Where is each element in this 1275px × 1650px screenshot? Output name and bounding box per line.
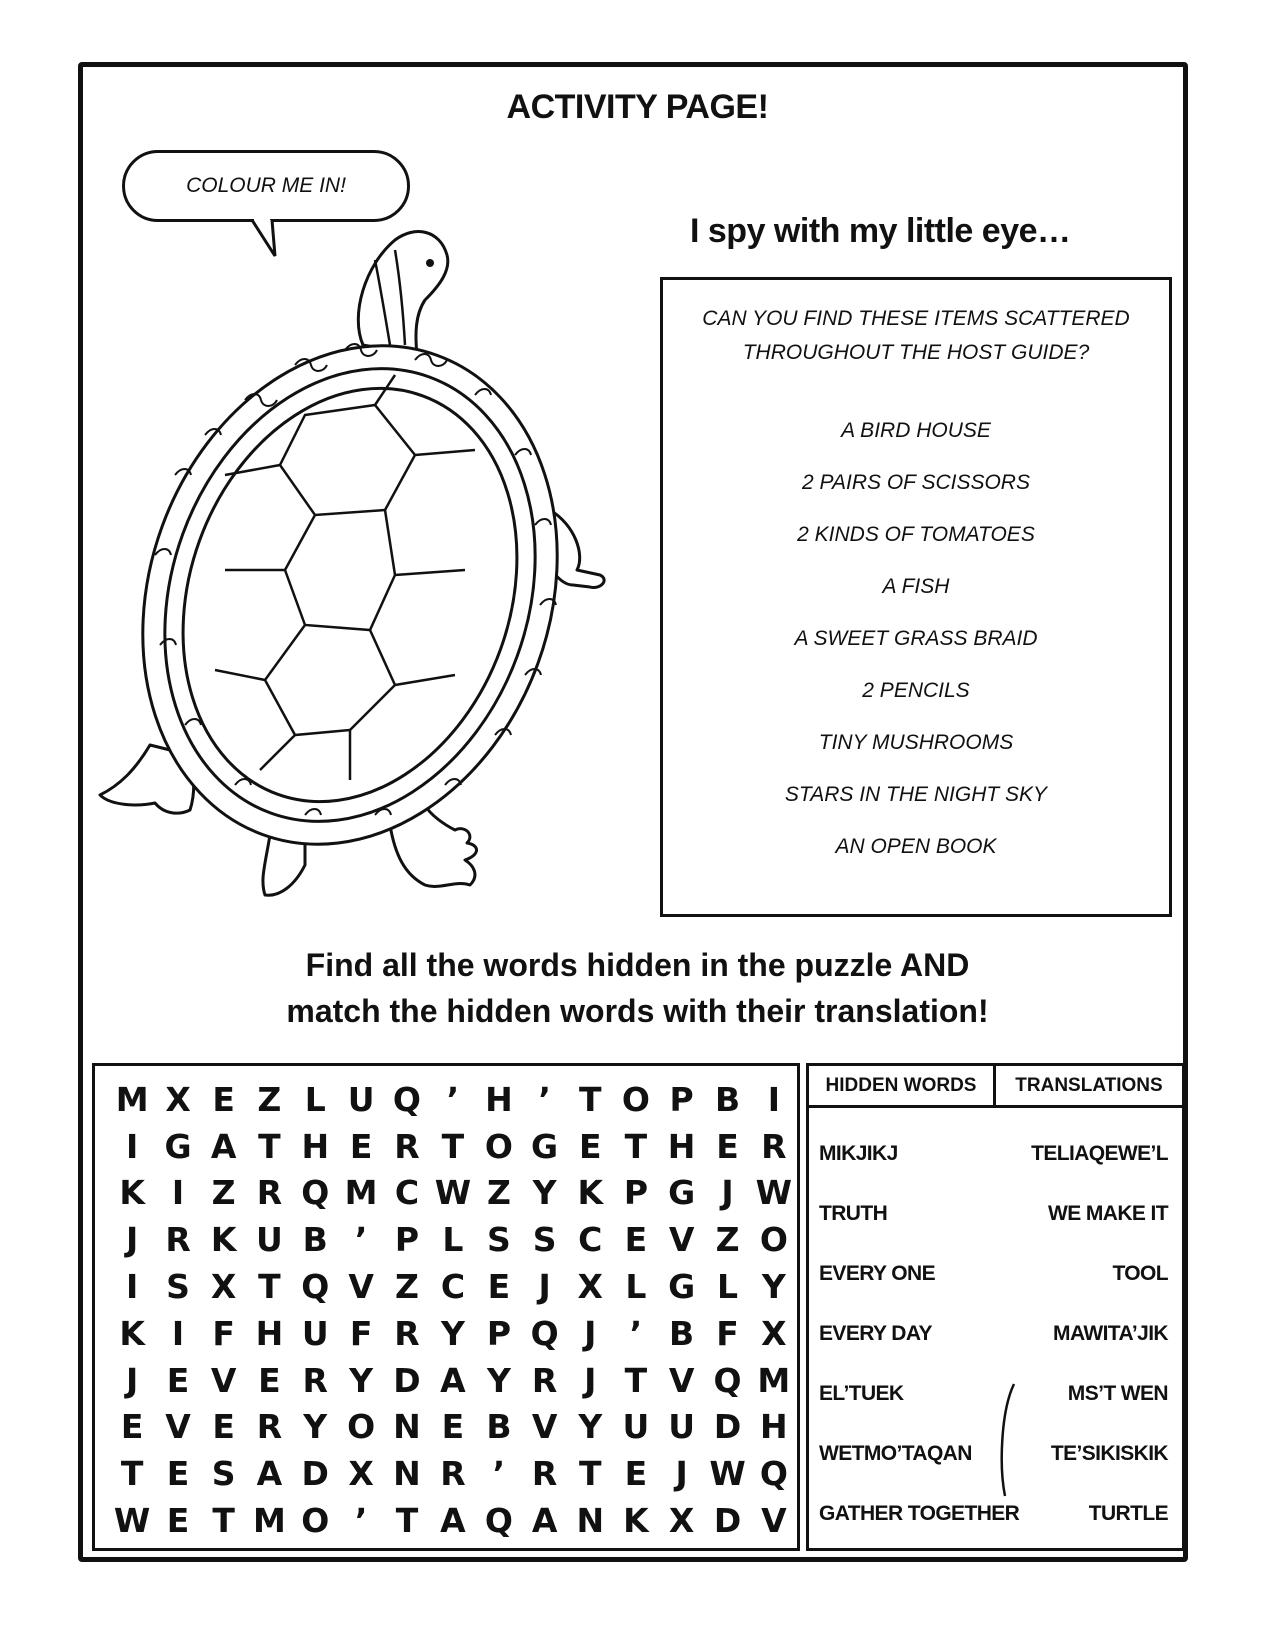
grid-letter[interactable]: D xyxy=(713,1407,742,1447)
grid-letter[interactable]: Q xyxy=(301,1173,330,1213)
grid-letter[interactable]: I xyxy=(125,1126,139,1166)
grid-row xyxy=(109,1263,797,1310)
grid-letter[interactable]: A xyxy=(256,1454,283,1494)
grid-letter[interactable]: X xyxy=(761,1313,787,1353)
word-match-row xyxy=(819,1304,1168,1364)
grid-letter[interactable]: U xyxy=(622,1407,650,1447)
word-search-box xyxy=(92,1063,800,1551)
grid-letter[interactable]: D xyxy=(301,1454,329,1494)
grid-letter[interactable]: O xyxy=(301,1501,330,1541)
grid-letter[interactable]: N xyxy=(576,1501,605,1541)
ispy-list xyxy=(663,405,1169,873)
grid-letter[interactable]: H xyxy=(760,1407,788,1447)
grid-letter[interactable]: Y xyxy=(486,1360,511,1400)
grid-letter[interactable]: E xyxy=(166,1360,190,1400)
grid-letter[interactable]: U xyxy=(668,1407,695,1447)
puzzle-instructions xyxy=(0,942,1275,1034)
grid-letter[interactable]: Q xyxy=(713,1360,742,1400)
grid-letter[interactable]: T xyxy=(120,1454,144,1494)
grid-letter[interactable]: E xyxy=(212,1079,235,1119)
grid-row xyxy=(109,1357,797,1404)
grid-letter[interactable]: A xyxy=(440,1501,466,1541)
hidden-word[interactable]: TRUTH xyxy=(819,1202,888,1225)
grid-letter[interactable]: R xyxy=(531,1454,558,1494)
grid-letter[interactable]: B xyxy=(302,1220,328,1260)
grid-letter[interactable]: Z xyxy=(257,1079,282,1119)
grid-letter[interactable]: V xyxy=(531,1407,558,1447)
speech-bubble-text: COLOUR ME IN! xyxy=(186,174,346,197)
grid-letter[interactable]: T xyxy=(212,1501,235,1541)
instruction-line: Find all the words hidden in the puzzle AND xyxy=(305,947,970,983)
word-match-rows xyxy=(819,1124,1168,1544)
grid-letter[interactable]: Y xyxy=(761,1267,786,1307)
grid-row xyxy=(109,1076,797,1123)
grid-letter[interactable]: ’ xyxy=(446,1079,460,1119)
ispy-item: 2 KINDS OF TOMATOES xyxy=(797,523,1035,546)
ispy-box xyxy=(660,277,1172,917)
grid-letter[interactable]: A xyxy=(531,1501,558,1541)
grid-letter[interactable]: K xyxy=(623,1501,649,1541)
grid-letter[interactable]: T xyxy=(258,1126,281,1166)
grid-letter[interactable]: T xyxy=(624,1360,648,1400)
grid-letter[interactable]: A xyxy=(440,1360,466,1400)
word-match-row xyxy=(819,1484,1168,1544)
grid-row xyxy=(109,1497,797,1544)
grid-letter[interactable]: B xyxy=(486,1407,512,1447)
grid-letter[interactable]: R xyxy=(302,1360,328,1400)
grid-letter[interactable]: H xyxy=(255,1313,284,1353)
instruction-line: match the hidden words with their translation! xyxy=(286,993,989,1029)
grid-letter[interactable]: G xyxy=(668,1173,696,1213)
grid-letter[interactable]: R xyxy=(440,1454,466,1494)
grid-letter[interactable]: T xyxy=(624,1126,648,1166)
translation-word[interactable]: WE MAKE IT xyxy=(1048,1202,1168,1225)
word-match-row xyxy=(819,1424,1168,1484)
grid-letter[interactable]: E xyxy=(624,1454,648,1494)
ispy-heading: I spy with my little eye… xyxy=(690,212,1071,250)
grid-letter[interactable]: T xyxy=(258,1267,281,1307)
word-search-grid xyxy=(109,1076,797,1544)
word-match-row xyxy=(819,1244,1168,1304)
grid-letter[interactable]: ’ xyxy=(629,1313,643,1353)
grid-letter[interactable]: N xyxy=(393,1407,421,1447)
grid-letter[interactable]: I xyxy=(171,1313,185,1353)
grid-letter[interactable]: T xyxy=(579,1079,602,1119)
grid-letter[interactable]: X xyxy=(165,1079,191,1119)
ispy-item: A FISH xyxy=(882,575,950,598)
grid-letter[interactable]: ’ xyxy=(354,1501,368,1541)
grid-letter[interactable]: ’ xyxy=(492,1454,506,1494)
grid-letter[interactable]: L xyxy=(442,1220,464,1260)
header-translations: TRANSLATIONS xyxy=(1015,1074,1163,1096)
grid-letter[interactable]: X xyxy=(210,1267,237,1307)
grid-letter[interactable]: J xyxy=(584,1313,597,1353)
grid-letter[interactable]: O xyxy=(621,1079,650,1119)
grid-letter[interactable]: Q xyxy=(484,1501,513,1541)
grid-letter[interactable]: L xyxy=(304,1079,326,1119)
translation-word[interactable]: TOOL xyxy=(1112,1262,1168,1285)
grid-letter[interactable]: N xyxy=(393,1454,421,1494)
ispy-question-line: THROUGHOUT THE HOST GUIDE? xyxy=(742,341,1090,364)
grid-letter[interactable]: L xyxy=(717,1267,739,1307)
hidden-word[interactable]: EVERY DAY xyxy=(819,1322,932,1345)
grid-letter[interactable]: G xyxy=(531,1126,559,1166)
grid-letter[interactable]: P xyxy=(623,1173,649,1213)
grid-letter[interactable]: E xyxy=(120,1407,144,1447)
grid-letter[interactable]: O xyxy=(347,1407,376,1447)
grid-letter[interactable]: ’ xyxy=(538,1079,551,1119)
grid-letter[interactable]: Q xyxy=(301,1267,330,1307)
grid-letter[interactable]: S xyxy=(166,1267,190,1307)
translation-word[interactable]: TURTLE xyxy=(1088,1502,1168,1525)
grid-letter[interactable]: R xyxy=(394,1313,420,1353)
grid-row xyxy=(109,1216,797,1263)
hidden-word[interactable]: MIKJIKJ xyxy=(819,1142,898,1165)
grid-letter[interactable]: K xyxy=(119,1173,145,1213)
grid-letter[interactable]: Y xyxy=(440,1313,465,1353)
hidden-word[interactable]: EVERY ONE xyxy=(819,1262,935,1285)
grid-letter[interactable]: J xyxy=(538,1267,551,1307)
grid-letter[interactable]: F xyxy=(349,1313,373,1353)
hidden-word[interactable]: WETMO’TAQAN xyxy=(819,1442,972,1465)
grid-letter[interactable]: S xyxy=(532,1220,557,1260)
word-match-row xyxy=(819,1184,1168,1244)
ispy-item: A BIRD HOUSE xyxy=(841,419,991,442)
grid-letter[interactable]: R xyxy=(165,1220,191,1260)
grid-letter[interactable]: J xyxy=(125,1360,139,1400)
grid-letter[interactable]: E xyxy=(578,1126,602,1166)
grid-letter[interactable]: J xyxy=(584,1360,597,1400)
ispy-item: 2 PAIRS OF SCISSORS xyxy=(802,471,1030,494)
grid-letter[interactable]: E xyxy=(349,1126,373,1166)
page-title: ACTIVITY PAGE! xyxy=(506,88,769,126)
speech-bubble xyxy=(122,150,410,222)
grid-letter[interactable]: D xyxy=(393,1360,421,1400)
grid-letter[interactable]: G xyxy=(668,1267,696,1307)
grid-letter[interactable]: E xyxy=(624,1220,648,1260)
word-match-table xyxy=(806,1063,1185,1551)
grid-letter[interactable]: E xyxy=(212,1407,235,1447)
grid-letter[interactable]: M xyxy=(252,1501,286,1541)
grid-letter[interactable]: V xyxy=(348,1267,374,1307)
grid-letter[interactable]: Z xyxy=(211,1173,236,1213)
word-match-row xyxy=(819,1124,1168,1184)
grid-letter[interactable]: ’ xyxy=(354,1220,368,1260)
grid-letter[interactable]: P xyxy=(669,1079,694,1119)
grid-letter[interactable]: Z xyxy=(715,1220,740,1260)
grid-letter[interactable]: V xyxy=(761,1501,787,1541)
grid-letter[interactable]: M xyxy=(344,1173,378,1213)
translation-word[interactable]: TE’SIKISKIK xyxy=(1050,1442,1168,1465)
grid-letter[interactable]: R xyxy=(761,1126,787,1166)
grid-letter[interactable]: Y xyxy=(578,1407,603,1447)
grid-letter[interactable]: T xyxy=(395,1501,419,1541)
grid-letter[interactable]: P xyxy=(486,1313,511,1353)
grid-letter[interactable]: Y xyxy=(532,1173,557,1213)
grid-letter[interactable]: K xyxy=(577,1173,604,1213)
grid-letter[interactable]: H xyxy=(667,1126,696,1166)
grid-letter[interactable]: M xyxy=(757,1360,791,1400)
grid-letter[interactable]: U xyxy=(347,1079,375,1119)
grid-letter[interactable]: X xyxy=(348,1454,374,1494)
grid-letter[interactable]: H xyxy=(485,1079,513,1119)
grid-letter[interactable]: W xyxy=(709,1454,746,1494)
grid-letter[interactable]: L xyxy=(625,1267,647,1307)
grid-row xyxy=(109,1450,797,1497)
grid-letter[interactable]: C xyxy=(440,1267,466,1307)
translation-word[interactable]: MS’T WEN xyxy=(1067,1382,1168,1405)
grid-letter[interactable]: F xyxy=(212,1313,235,1353)
grid-letter[interactable]: P xyxy=(394,1220,420,1260)
grid-letter[interactable]: E xyxy=(716,1126,739,1166)
grid-letter[interactable]: W xyxy=(113,1501,151,1541)
ispy-item: AN OPEN BOOK xyxy=(835,835,997,858)
translation-word[interactable]: TELIAQEWE’L xyxy=(1031,1142,1168,1165)
ispy-question xyxy=(663,302,1169,370)
header-hidden-words: HIDDEN WORDS xyxy=(809,1066,996,1105)
grid-letter[interactable]: F xyxy=(716,1313,739,1353)
grid-letter[interactable]: T xyxy=(579,1454,602,1494)
grid-letter[interactable]: E xyxy=(166,1501,190,1541)
grid-letter[interactable]: C xyxy=(394,1173,420,1213)
grid-letter[interactable]: O xyxy=(759,1220,788,1260)
grid-letter[interactable]: D xyxy=(713,1501,742,1541)
grid-letter[interactable]: V xyxy=(668,1360,695,1400)
ispy-item: TINY MUSHROOMS xyxy=(818,731,1014,754)
ispy-item: 2 PENCILS xyxy=(862,679,970,702)
translation-word[interactable]: MAWITA’JIK xyxy=(1053,1322,1168,1345)
grid-letter[interactable]: S xyxy=(211,1454,236,1494)
grid-letter[interactable]: U xyxy=(301,1313,329,1353)
turtle-illustration xyxy=(95,225,625,915)
grid-row xyxy=(109,1123,797,1170)
grid-letter[interactable]: C xyxy=(578,1220,603,1260)
grid-letter[interactable]: V xyxy=(668,1220,695,1260)
grid-letter[interactable]: R xyxy=(256,1173,283,1213)
grid-letter[interactable]: J xyxy=(721,1173,734,1213)
grid-letter[interactable]: W xyxy=(434,1173,472,1213)
grid-letter[interactable]: G xyxy=(164,1126,192,1166)
ispy-item: A SWEET GRASS BRAID xyxy=(794,627,1038,650)
grid-letter[interactable]: R xyxy=(531,1360,558,1400)
grid-letter[interactable]: B xyxy=(669,1313,695,1353)
grid-letter[interactable]: A xyxy=(210,1126,237,1166)
grid-letter[interactable]: X xyxy=(577,1267,603,1307)
grid-letter[interactable]: J xyxy=(675,1454,688,1494)
grid-row xyxy=(109,1170,797,1217)
grid-letter[interactable]: Z xyxy=(394,1267,419,1307)
grid-letter[interactable]: R xyxy=(394,1126,420,1166)
ispy-item: STARS IN THE NIGHT SKY xyxy=(784,783,1048,806)
grid-letter[interactable]: Q xyxy=(759,1454,788,1494)
grid-letter[interactable]: W xyxy=(755,1173,793,1213)
grid-letter[interactable]: E xyxy=(441,1407,465,1447)
grid-letter[interactable]: E xyxy=(258,1360,281,1400)
hidden-word[interactable]: EL’TUEK xyxy=(819,1382,904,1405)
grid-letter[interactable]: O xyxy=(484,1126,513,1166)
grid-letter[interactable]: H xyxy=(301,1126,330,1166)
grid-letter[interactable]: V xyxy=(165,1407,191,1447)
grid-row xyxy=(109,1310,797,1357)
grid-letter[interactable]: V xyxy=(210,1360,237,1400)
grid-letter[interactable]: E xyxy=(487,1267,511,1307)
grid-letter[interactable]: I xyxy=(125,1267,139,1307)
word-match-row xyxy=(819,1364,1168,1424)
grid-letter[interactable]: B xyxy=(714,1079,741,1119)
grid-letter[interactable]: I xyxy=(767,1079,780,1119)
grid-letter[interactable]: I xyxy=(171,1173,185,1213)
grid-letter[interactable]: Y xyxy=(303,1407,328,1447)
ispy-question-line: CAN YOU FIND THESE ITEMS SCATTERED xyxy=(702,307,1130,330)
grid-letter[interactable]: K xyxy=(210,1220,237,1260)
grid-letter[interactable]: X xyxy=(668,1501,695,1541)
grid-letter[interactable]: Q xyxy=(530,1313,559,1353)
grid-letter[interactable]: S xyxy=(487,1220,511,1260)
grid-letter[interactable]: T xyxy=(441,1126,465,1166)
hidden-word[interactable]: GATHER TOGETHER xyxy=(819,1502,1020,1525)
grid-row xyxy=(109,1404,797,1451)
grid-letter[interactable]: M xyxy=(115,1079,149,1119)
grid-letter[interactable]: Y xyxy=(349,1360,374,1400)
grid-letter[interactable]: Z xyxy=(486,1173,511,1213)
grid-letter[interactable]: R xyxy=(256,1407,283,1447)
grid-letter[interactable]: J xyxy=(125,1220,139,1260)
grid-letter[interactable]: Q xyxy=(392,1079,421,1119)
grid-letter[interactable]: K xyxy=(119,1313,145,1353)
grid-letter[interactable]: E xyxy=(166,1454,190,1494)
grid-letter[interactable]: U xyxy=(256,1220,283,1260)
